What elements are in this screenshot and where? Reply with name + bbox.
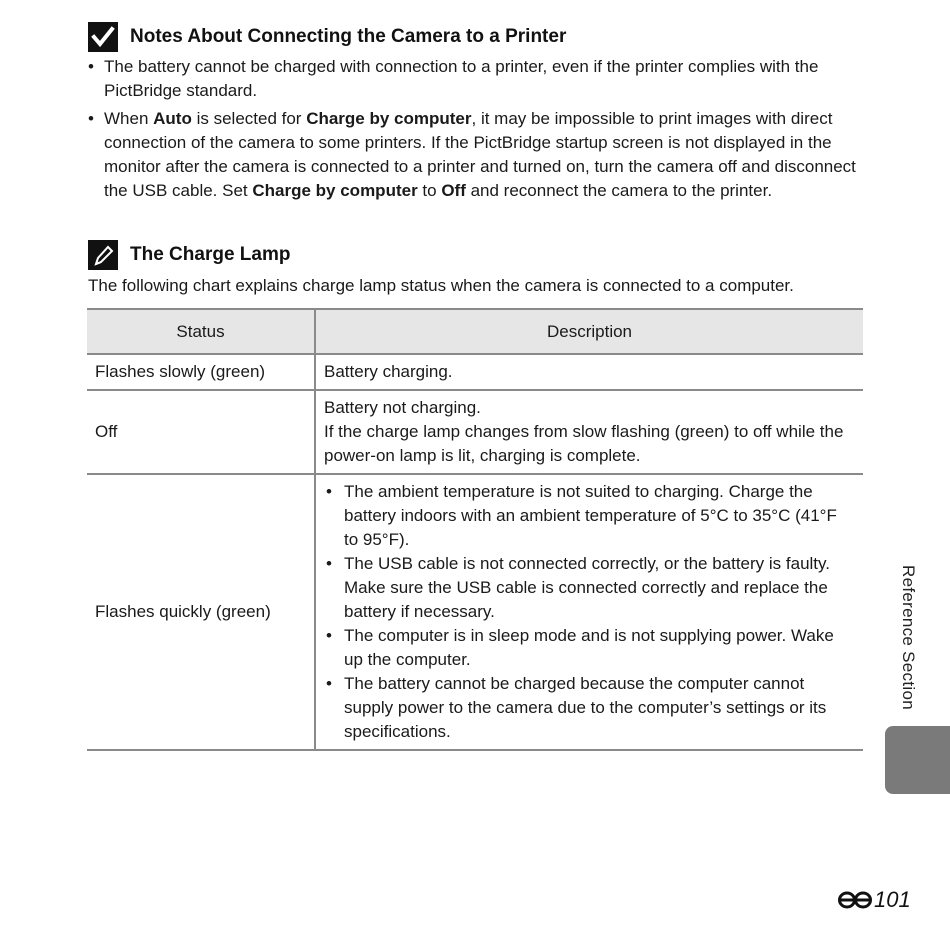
notes-bullet-1: • The battery cannot be charged with connection to a printer, even if the printer complies with the PictBridge standard. <box>88 57 819 100</box>
status-cell: Flashes slowly (green) <box>87 354 315 390</box>
charge-lamp-title: The Charge Lamp <box>130 244 291 265</box>
section-side-label: Reference Section <box>899 565 918 710</box>
section-tab <box>885 726 950 794</box>
bullet-dot: • <box>326 482 332 501</box>
table-row <box>87 390 863 474</box>
emphasis-off: Off <box>441 181 466 200</box>
list-item: • The USB cable is not connected correctly, or the battery is faulty. Make sure the USB cable is connected correctly and replace the battery if necessary. <box>326 554 830 621</box>
description-line: Battery not charging. <box>324 398 481 417</box>
description-list <box>324 480 855 744</box>
header-description: Description <box>315 309 863 354</box>
check-mark-icon <box>88 22 118 52</box>
description-cell: Battery charging. <box>315 354 863 390</box>
description-line: If the charge lamp changes from slow flashing (green) to off while the power-on lamp is lit, charging is complete. <box>324 422 844 465</box>
bullet-dot: • <box>326 626 332 645</box>
table-row <box>87 474 863 750</box>
bullet-dot: • <box>326 554 332 573</box>
emphasis-auto: Auto <box>153 109 192 128</box>
table-header-row <box>87 309 863 354</box>
bullet-dot: • <box>88 109 94 128</box>
charge-lamp-heading <box>88 240 290 270</box>
charge-lamp-intro: The following chart explains charge lamp status when the camera is connected to a computer. <box>88 276 794 295</box>
list-item: • The computer is in sleep mode and is not supplying power. Wake up the computer. <box>326 626 834 669</box>
notes-bullet-2: • When Auto is selected for Charge by computer, it may be impossible to print images with direct connection of the camera to some printers. If the PictBridge startup screen is not displayed in the monitor after the camera is connected to a printer and turned on, turn the camera off and disconnect the USB cable. Set Charge by computer to Off and reconnect the camera to the printer. <box>88 109 856 200</box>
header-status: Status <box>87 309 315 354</box>
notes-heading <box>88 22 566 52</box>
table-row <box>87 354 863 390</box>
list-item: • The ambient temperature is not suited to charging. Charge the battery indoors with an ambient temperature of 5°C to 35°C (41°F to 95°F). <box>326 482 837 549</box>
charge-lamp-table <box>87 308 863 751</box>
status-cell: Flashes quickly (green) <box>87 474 315 750</box>
emphasis-charge-by-computer: Charge by computer <box>306 109 472 128</box>
status-cell: Off <box>87 390 315 474</box>
emphasis-charge-by-computer: Charge by computer <box>252 181 418 200</box>
bullet-dot: • <box>326 674 332 693</box>
notes-list <box>88 55 863 207</box>
bullet-dot: • <box>88 57 94 76</box>
page-number-text: 101 <box>874 887 911 912</box>
description-cell <box>315 390 863 474</box>
list-item: • The battery cannot be charged because the computer cannot supply power to the camera due to the computer’s settings or its specifications. <box>326 674 827 741</box>
notes-title: Notes About Connecting the Camera to a Printer <box>130 26 567 47</box>
pencil-icon <box>88 240 118 270</box>
page-number <box>838 887 911 913</box>
description-cell <box>315 474 863 750</box>
reference-e-icon <box>838 891 872 909</box>
